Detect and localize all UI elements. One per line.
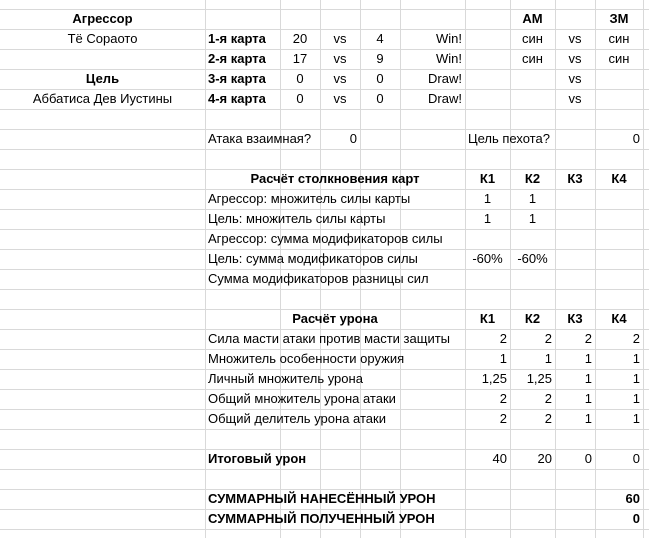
map-target-score[interactable]: 0 xyxy=(376,71,384,86)
map-result[interactable]: Win! xyxy=(436,31,462,46)
clash-value-cell[interactable] xyxy=(598,209,640,229)
damage-value-cell[interactable]: 1,25 xyxy=(481,371,507,386)
clash-value-cell[interactable] xyxy=(558,249,592,269)
damage-value-cell[interactable]: 1 xyxy=(544,351,552,366)
map-aggressor-score[interactable]: 17 xyxy=(292,51,308,66)
damage-value-cell[interactable]: 1,25 xyxy=(526,371,552,386)
damage-value-cell[interactable]: 1 xyxy=(584,411,592,426)
map-target-score[interactable]: 4 xyxy=(376,31,384,46)
clash-column-header[interactable]: К2 xyxy=(524,171,541,186)
damage-value-cell[interactable]: 2 xyxy=(632,331,640,346)
total-damage-value[interactable]: 40 xyxy=(492,451,507,466)
map-vs[interactable]: vs xyxy=(333,91,347,106)
total-dealt-label[interactable]: СУММАРНЫЙ НАНЕСЁННЫЙ УРОН xyxy=(208,491,436,506)
clash-value-cell[interactable] xyxy=(513,229,552,249)
gridline-horizontal xyxy=(0,149,649,150)
damage-row-label[interactable]: Сила масти атаки против масти защиты xyxy=(208,331,451,346)
clash-value-cell[interactable] xyxy=(558,209,592,229)
damage-column-header[interactable]: К1 xyxy=(479,311,496,326)
clash-value-cell[interactable] xyxy=(558,189,592,209)
map-aggressor-score[interactable]: 20 xyxy=(292,31,308,46)
clash-value-cell[interactable] xyxy=(558,269,592,289)
total-damage-label[interactable]: Итоговый урон xyxy=(208,451,307,466)
clash-value-cell[interactable]: 1 xyxy=(528,191,537,206)
gridline-horizontal xyxy=(0,429,649,430)
zm-header[interactable]: ЗМ xyxy=(609,11,629,26)
damage-column-header[interactable]: К2 xyxy=(524,311,541,326)
am-header[interactable]: АМ xyxy=(522,11,543,26)
total-damage-value[interactable]: 0 xyxy=(584,451,592,466)
damage-value-cell[interactable]: 2 xyxy=(499,411,507,426)
damage-value-cell[interactable]: 2 xyxy=(544,391,552,406)
target-name[interactable]: Аббатиса Дев Иустины xyxy=(32,91,173,106)
map-am-suit[interactable] xyxy=(513,69,552,89)
target-label[interactable]: Цель xyxy=(85,71,120,86)
damage-value-cell[interactable]: 1 xyxy=(632,351,640,366)
damage-column-header[interactable]: К4 xyxy=(611,311,627,326)
damage-value-cell[interactable]: 1 xyxy=(632,371,640,386)
damage-row-label[interactable]: Общий делитель урона атаки xyxy=(208,411,386,426)
clash-row-label[interactable]: Агрессор: множитель силы карты xyxy=(208,191,411,206)
clash-value-cell[interactable] xyxy=(468,229,507,249)
damage-row-label[interactable]: Множитель особенности оружия xyxy=(208,351,405,366)
clash-value-cell[interactable] xyxy=(598,249,640,269)
map-aggressor-score[interactable]: 0 xyxy=(296,91,304,106)
clash-value-cell[interactable] xyxy=(513,269,552,289)
gridline-horizontal xyxy=(0,109,649,110)
map-zm-suit[interactable] xyxy=(598,69,640,89)
clash-row-label[interactable]: Цель: сумма модификаторов силы xyxy=(208,251,418,266)
map-vs[interactable]: vs xyxy=(333,51,347,66)
clash-column-header[interactable]: К3 xyxy=(567,171,583,186)
target-infantry-value[interactable]: 0 xyxy=(632,131,640,146)
clash-value-cell[interactable] xyxy=(598,189,640,209)
map-zm-suit[interactable] xyxy=(598,89,640,109)
damage-row-label[interactable]: Общий множитель урона атаки xyxy=(208,391,396,406)
damage-column-header[interactable]: К3 xyxy=(567,311,583,326)
damage-value-cell[interactable]: 1 xyxy=(584,371,592,386)
damage-value-cell[interactable]: 1 xyxy=(632,391,640,406)
damage-value-cell[interactable]: 2 xyxy=(544,331,552,346)
damage-value-cell[interactable]: 2 xyxy=(499,331,507,346)
total-damage-value[interactable]: 20 xyxy=(537,451,552,466)
total-damage-value[interactable]: 0 xyxy=(632,451,640,466)
aggressor-name[interactable]: Тё Сораото xyxy=(67,31,138,46)
map-target-score[interactable]: 9 xyxy=(376,51,384,66)
damage-value-cell[interactable]: 1 xyxy=(632,411,640,426)
damage-value-cell[interactable]: 2 xyxy=(544,411,552,426)
gridline-horizontal xyxy=(0,529,649,530)
mutual-attack-value[interactable]: 0 xyxy=(349,131,357,146)
clash-value-cell[interactable]: -60% xyxy=(472,251,503,266)
clash-value-cell[interactable]: 1 xyxy=(483,191,492,206)
mutual-attack-label[interactable]: Атака взаимная? xyxy=(208,131,312,146)
clash-value-cell[interactable] xyxy=(468,269,507,289)
damage-value-cell[interactable]: 1 xyxy=(499,351,507,366)
map-label[interactable]: 4-я карта xyxy=(208,91,266,106)
clash-value-cell[interactable] xyxy=(598,269,640,289)
total-received-label[interactable]: СУММАРНЫЙ ПОЛУЧЕННЫЙ УРОН xyxy=(208,511,435,526)
map-zm-suit[interactable]: син xyxy=(608,31,630,46)
total-dealt-value[interactable]: 60 xyxy=(625,491,640,506)
total-received-value[interactable]: 0 xyxy=(632,511,640,526)
map-suit-vs[interactable]: vs xyxy=(568,71,582,86)
map-zm-suit[interactable]: син xyxy=(608,51,630,66)
gridline-horizontal xyxy=(0,469,649,470)
clash-value-cell[interactable] xyxy=(558,229,592,249)
clash-row-label[interactable]: Агрессор: сумма модификаторов силы xyxy=(208,231,443,246)
clash-row-label[interactable]: Цель: множитель силы карты xyxy=(208,211,386,226)
damage-row-label[interactable]: Личный множитель урона xyxy=(208,371,363,386)
map-vs[interactable]: vs xyxy=(333,71,347,86)
clash-section-title[interactable]: Расчёт столкновения карт xyxy=(250,171,420,186)
gridline-horizontal xyxy=(0,289,649,290)
damage-section-title[interactable]: Расчёт урона xyxy=(292,311,378,326)
clash-column-header[interactable]: К4 xyxy=(611,171,627,186)
map-label[interactable]: 2-я карта xyxy=(208,51,266,66)
damage-value-cell[interactable]: 1 xyxy=(584,391,592,406)
clash-value-cell[interactable]: 1 xyxy=(483,211,492,226)
clash-value-cell[interactable]: -60% xyxy=(517,251,548,266)
map-am-suit[interactable]: син xyxy=(522,31,543,46)
map-result[interactable]: Win! xyxy=(436,51,462,66)
map-result[interactable]: Draw! xyxy=(428,71,462,86)
map-label[interactable]: 1-я карта xyxy=(208,31,266,46)
clash-row-label[interactable]: Сумма модификаторов разницы сил xyxy=(208,271,429,286)
damage-value-cell[interactable]: 2 xyxy=(584,331,592,346)
damage-value-cell[interactable]: 2 xyxy=(499,391,507,406)
map-target-score[interactable]: 0 xyxy=(376,91,384,106)
map-suit-vs[interactable]: vs xyxy=(568,31,582,46)
map-vs[interactable]: vs xyxy=(333,31,347,46)
clash-value-cell[interactable]: 1 xyxy=(528,211,537,226)
map-aggressor-score[interactable]: 0 xyxy=(296,71,304,86)
map-am-suit[interactable]: син xyxy=(522,51,543,66)
map-label[interactable]: 3-я карта xyxy=(208,71,266,86)
clash-value-cell[interactable] xyxy=(598,229,640,249)
target-infantry-label[interactable]: Цель пехота? xyxy=(468,131,550,146)
map-suit-vs[interactable]: vs xyxy=(568,51,582,66)
aggressor-label[interactable]: Агрессор xyxy=(72,11,133,26)
damage-value-cell[interactable]: 1 xyxy=(584,351,592,366)
map-suit-vs[interactable]: vs xyxy=(568,91,582,106)
clash-column-header[interactable]: К1 xyxy=(479,171,496,186)
map-am-suit[interactable] xyxy=(513,89,552,109)
map-result[interactable]: Draw! xyxy=(428,91,462,106)
